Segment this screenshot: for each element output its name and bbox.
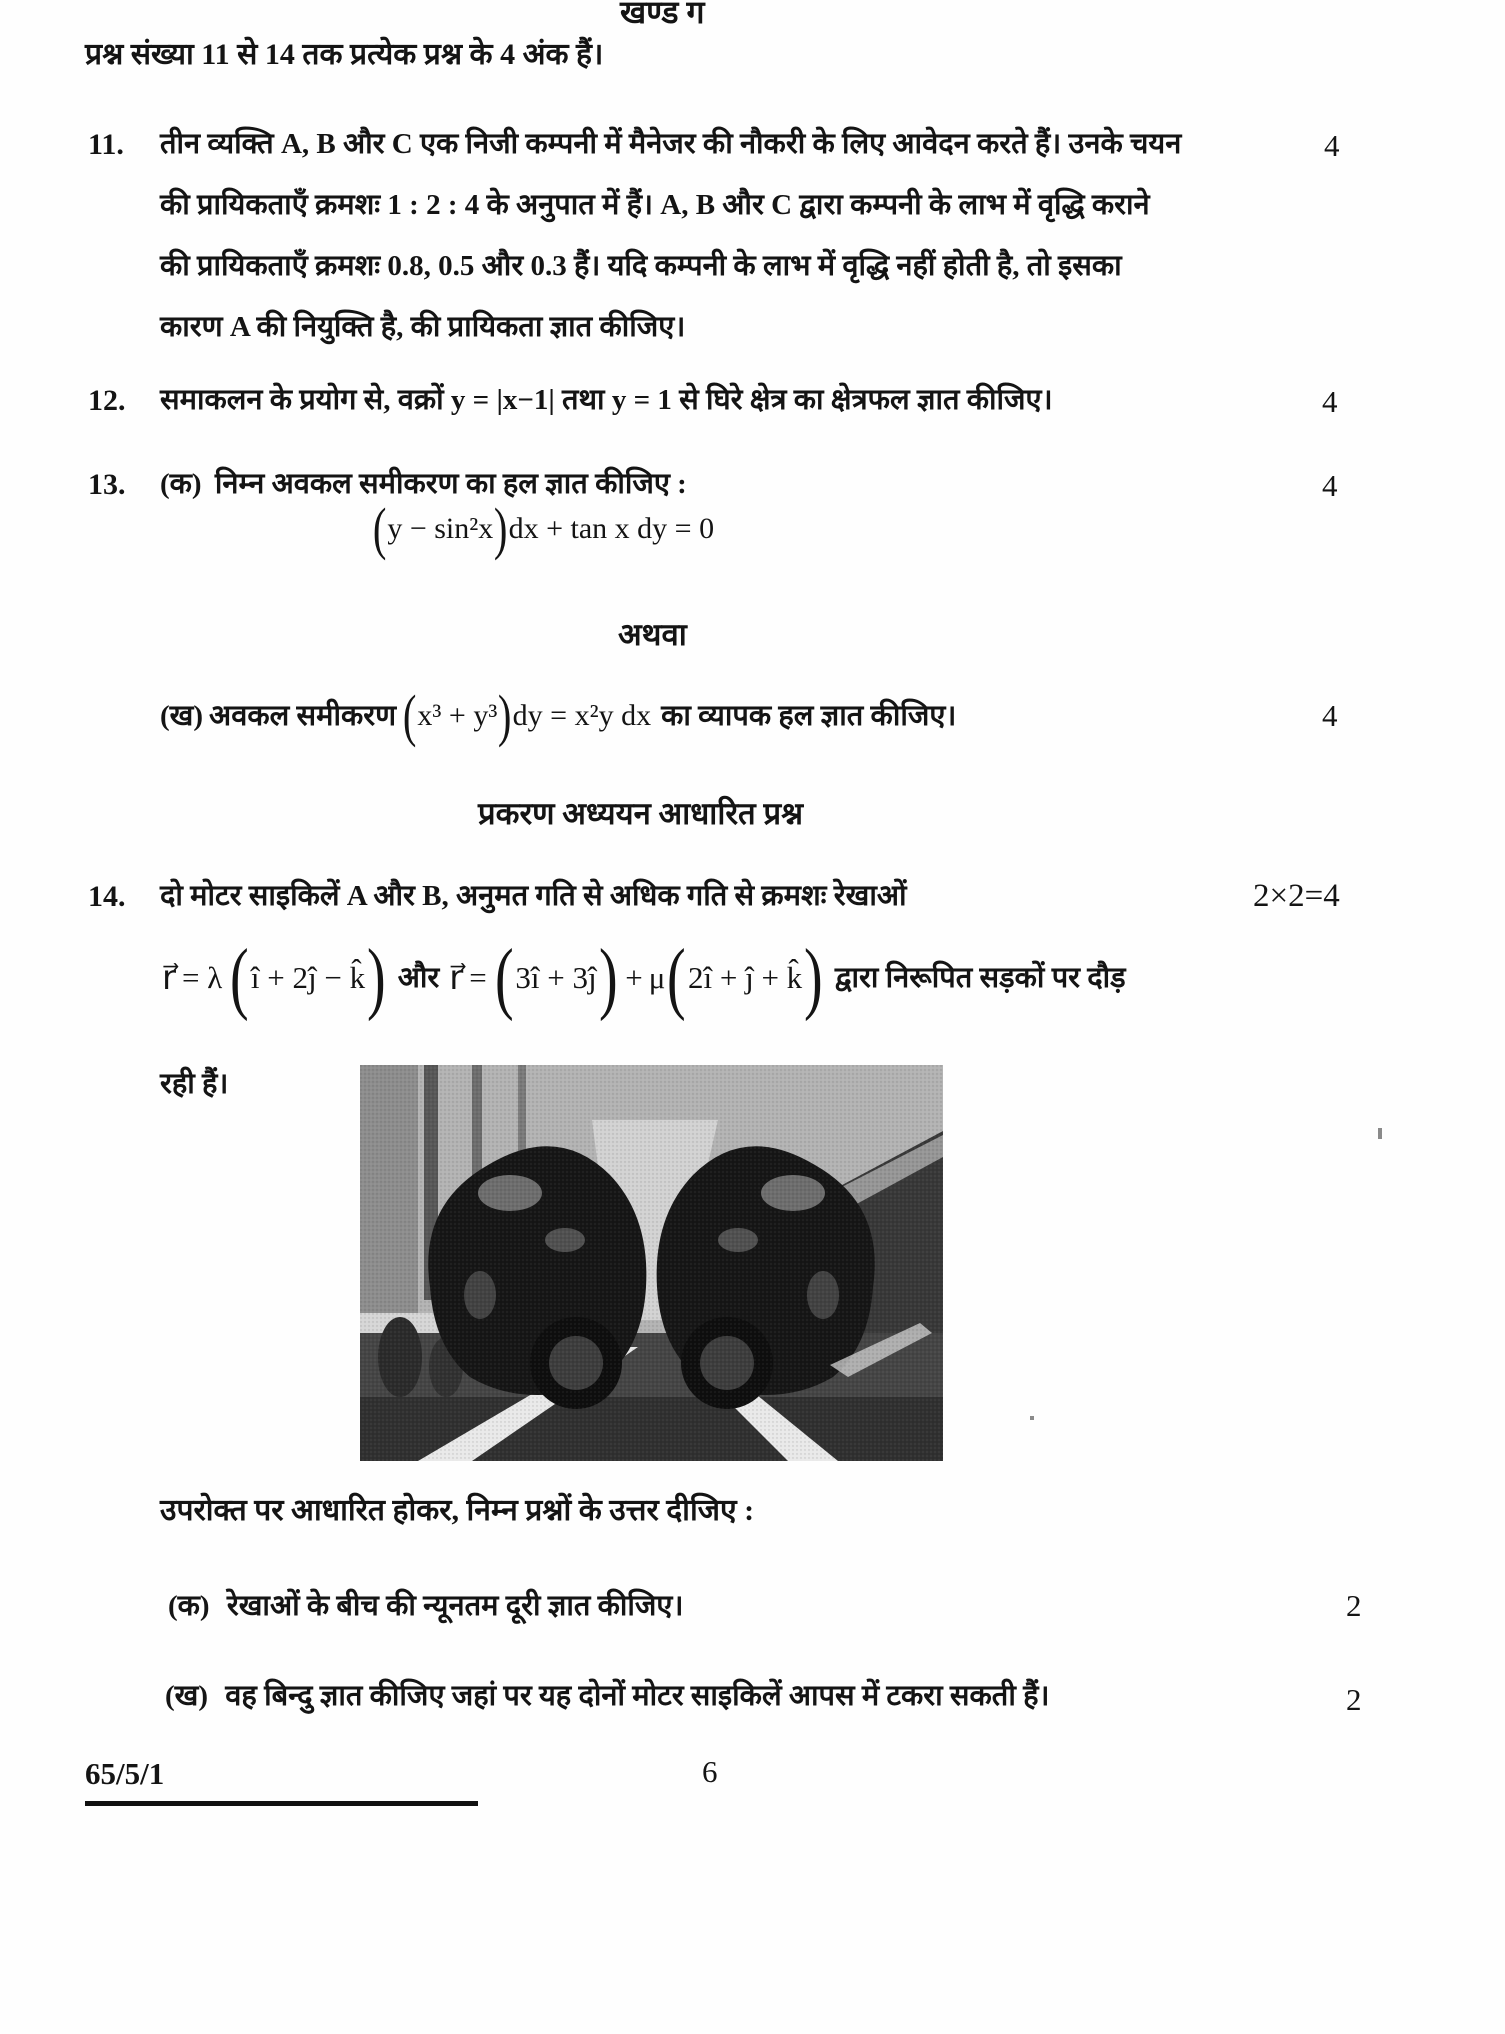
q14-vector-equation [162,930,1136,1026]
q11-line-3: की प्रायिकताएँ क्रमशः 0.8, 0.5 और 0.3 हैं। यदि कम्पनी के लाभ में वृद्धि नहीं होती है, तो इसका [160,250,1122,282]
q13b-prefix: अवकल समीकरण [209,699,397,732]
q11-number: 11. [88,128,124,161]
q13b-suffix: का व्यापक हल ज्ञात कीजिए। [661,699,957,732]
q14-eq-open-paren-1: ( [230,934,249,1022]
q13b-label: (ख) [160,699,204,732]
q12-number: 12. [88,384,126,417]
q14-eq-close-paren-1: ) [367,934,386,1022]
q14a-statement: रेखाओं के बीच की न्यूनतम दूरी ज्ञात कीजिए। [226,1590,684,1622]
section-header: खण्ड ग [620,0,705,30]
q14-eq-close-paren-3: ) [804,934,823,1022]
q14b-text [165,1678,1059,1714]
q14a-label: (क) [168,1590,210,1622]
q13b-eq-close-paren: ) [498,683,512,749]
q14-eq-terms2: 3î + 3ĵ [515,960,597,995]
scan-artifact [1030,1416,1034,1420]
q11-line-2: की प्रायिकताएँ क्रमशः 1 : 2 : 4 के अनुपात में हैं। A, B और C द्वारा कम्पनी के लाभ में वृद्धि कराने [160,189,1150,221]
q11-line-4: कारण A की नियुक्ति है, की प्रायिकता ज्ञात कीजिए। [160,311,686,343]
q13a-eq-close-paren: ) [494,496,508,562]
section-instruction: प्रश्न संख्या 11 से 14 तक प्रत्येक प्रश्न के 4 अंक हैं। [85,38,604,71]
q14a-marks: 2 [1346,1588,1362,1623]
q11-marks: 4 [1324,128,1340,163]
motorcycles-photo-illustration [360,1065,943,1461]
q14-eq-tail: द्वारा निरूपित सड़कों पर दौड़ [834,961,1126,994]
case-study-header: प्रकरण अध्ययन आधारित प्रश्न [478,796,804,831]
q14a-text [168,1588,693,1624]
q14-marks: 2×2=4 [1253,878,1340,914]
q14-eq-mu: μ [648,960,666,995]
q14-eq-terms3: 2î + ĵ + k̂ [687,960,803,995]
q14-eq-close-paren-2: ) [598,934,618,1022]
q14-eq-plus: + [625,960,643,995]
q13a-statement: निम्न अवकल समीकरण का हल ज्ञात कीजिए : [214,468,687,500]
q13a-label: (क) [160,468,202,500]
q13a-eq-body: y − sin²x [387,512,494,545]
paper-code: 65/5/1 [85,1756,165,1791]
q14-number: 14. [88,880,126,913]
q12-text: समाकलन के प्रयोग से, वक्रों y = |x−1| तथा y = 1 से घिरे क्षेत्र का क्षेत्रफल ज्ञात कीजिए। [160,384,1053,416]
page-number: 6 [702,1754,718,1789]
q14-eq-equals2: = [469,960,487,995]
q13a-equation [372,498,714,560]
q13a-eq-rest: dx + tan x dy = 0 [508,512,715,545]
q14b-marks: 2 [1346,1682,1362,1717]
scan-artifact [1378,1128,1382,1139]
q14-eq-open-paren-2: ( [494,934,514,1022]
or-separator: अथवा [618,617,687,652]
q14-eq-conjunction: और [397,961,440,994]
q14b-statement: वह बिन्दु ज्ञात कीजिए जहां पर यह दोनों मोटर साइकिलें आपस में टकरा सकती हैं। [225,1680,1050,1712]
q13b-eq-body: x³ + y³ [417,699,498,732]
q14-based-on-above: उपरोक्त पर आधारित होकर, निम्न प्रश्नों के उत्तर दीजिए : [160,1494,755,1527]
q14-eq-open-paren-3: ( [667,934,686,1022]
footer-rule [85,1801,478,1806]
q12-marks: 4 [1322,384,1338,419]
q13a-text [160,466,693,502]
q14-eq-r1: r⃗ [162,960,176,997]
q14-eq-terms1: î + 2ĵ − k̂ [250,960,366,995]
q14b-label: (ख) [165,1680,209,1712]
motorcycles-photo [360,1065,943,1461]
q14-intro: दो मोटर साइकिलें A और B, अनुमत गति से अधिक गति से क्रमशः रेखाओं [160,880,907,912]
q13a-marks: 4 [1322,468,1338,503]
q14-eq-r2: r⃗ [449,960,464,997]
q11-text [160,126,1340,370]
q13b-marks: 4 [1322,698,1338,733]
q14-intro-continued: रही हैं। [160,1068,229,1100]
q13b-eq-mid: dy = x²y dx [512,699,652,732]
q14-eq-equals1: = λ [181,960,223,995]
q13b-text [160,684,966,748]
q13-number: 13. [88,468,126,501]
q11-line-1: तीन व्यक्ति A, B और C एक निजी कम्पनी में मैनेजर की नौकरी के लिए आवेदन करते हैं। उनके चयन [160,128,1182,160]
q13b-eq-open-paren: ( [402,683,417,749]
q13a-eq-open-paren: ( [372,496,387,562]
